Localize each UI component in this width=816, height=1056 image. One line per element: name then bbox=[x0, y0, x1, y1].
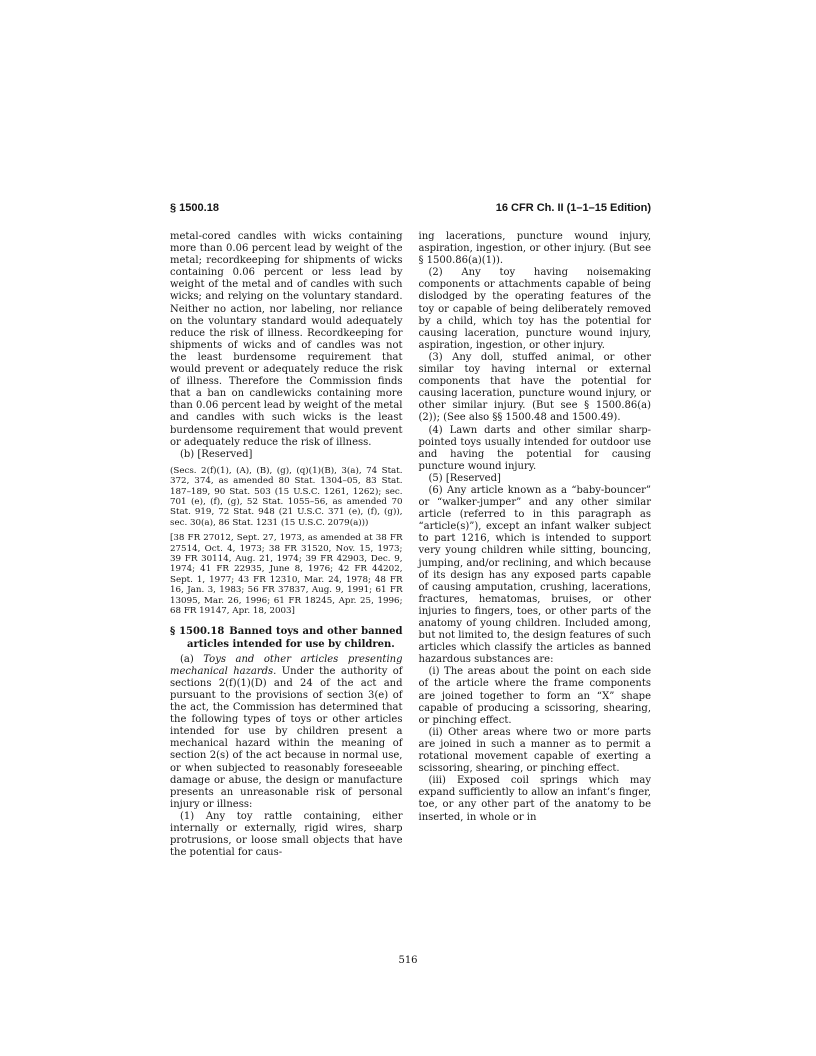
paragraph-b-reserved: (b) [Reserved] bbox=[180, 448, 253, 460]
paragraph-1: (1) Any toy rattle containing, either internally or externally, rigid wires, sharp protrusions, or loose small objects that have the potential for caus- bbox=[170, 810, 403, 859]
right-column bbox=[419, 231, 652, 859]
paragraph-a bbox=[170, 654, 403, 811]
paragraph-a-label: (a) bbox=[180, 653, 204, 665]
paragraph-2: (2) Any toy having noisemaking components or attachments capable of being dislodged by the operating features of the toy or capable of being deliberately removed by a child, which toy has the potential for causing laceration, puncture wound injury, aspiration, ingestion, or other injury. bbox=[418, 267, 651, 351]
paragraph-4: (4) Lawn darts and other similar sharp-pointed toys usually intended for outdoor use and having the potential for causing puncture wound injury. bbox=[418, 424, 651, 472]
paragraph-3: (3) Any doll, stuffed animal, or other similar toy having internal or external components that have the potential for causing laceration, puncture wound injury, or other similar injury. (But see § 1500.86(a)(2)); (See also §§ 1500.48 and 1500.49). bbox=[418, 351, 651, 424]
running-header bbox=[170, 202, 651, 215]
two-column-layout bbox=[170, 231, 651, 859]
source-citation: [38 FR 27012, Sept. 27, 1973, as amended at 38 FR 27514, Oct. 4, 1973; 38 FR 31520, Nov. 15, 1973; 39 FR 30114, Aug. 21, 1974; 39 FR 42903, Dec. 9, 1974; 41 FR 22935, June 8, 1976; 42 FR 44202, Sept. 1, 1977; 43 FR 12310, Mar. 24, 1978; 48 FR 16, Jan. 3, 1983; 56 FR 37837, Aug. 9, 1991; 61 FR 13095, Mar. 26, 1996; 61 FR 18245, Apr. 25, 1996; 68 FR 19147, Apr. 18, 2003] bbox=[170, 533, 403, 617]
section-heading: § 1500.18 Banned toys and other banned articles intended for use by children. bbox=[170, 626, 403, 650]
authority-citation: (Secs. 2(f)(1), (A), (B), (g), (q)(1)(B), 3(a), 74 Stat. 372, 374, as amended 80 Stat. 1304–05, 83 Stat. 187–189, 90 Stat. 503 (15 U.S.C. 1261, 1262); sec. 701 (e), (f), (g), 52 Stat. 1055–56, as amended 70 Stat. 919, 72 Stat. 948 (21 U.S.C. 371 (e), (f), (g)), sec. 30(a), 86 Stat. 1231 (15 U.S.C. 2079(a))) bbox=[170, 465, 403, 528]
paragraph-5-reserved: (5) [Reserved] bbox=[428, 472, 501, 484]
page-number: 516 bbox=[398, 955, 418, 966]
header-section-number: § 1500.18 bbox=[170, 202, 219, 214]
paragraph-1-continuation: ing lacerations, puncture wound injury, aspiration, ingestion, or other injury. (But see § 1500.86(a)(1)). bbox=[418, 231, 651, 267]
paragraph-continuation: metal-cored candles with wicks containing more than 0.06 percent lead by weight of the metal; recordkeeping for shipments of wicks containing 0.06 percent or less lead by weight of the metal and of candles with such wicks; and relying on the voluntary standard. Neither no action, nor labeling, nor reliance on the voluntary standard would adequately reduce the risk of illness. Recordkeeping for shipments of wicks and of candles was not the least burdensome requirement that would prevent or adequately reduce the risk of illness. Therefore the Commission finds that a ban on candlewicks containing more than 0.06 percent lead by weight of the metal and candles with such wicks is the least burdensome requirement that would prevent or adequately reduce the risk of illness. bbox=[170, 231, 403, 448]
paragraph-a-body: Under the authority of sections 2(f)(1)(D) and 24 of the act and pursuant to the provisions of section 3(e) of the act, the Commission has determined that the following types of toys or other articles intended for use by children present a mechanical hazard within the meaning of section 2(s) of the act because in normal use, or when subjected to reasonably foreseeable damage or abuse, the design or manufacture presents an unreasonable risk of personal injury or illness: bbox=[170, 665, 403, 810]
left-column bbox=[170, 231, 403, 859]
paragraph-iii: (iii) Exposed coil springs which may expand sufficiently to allow an infant’s finger, toe, or any other part of the anatomy to be inserted, in whole or in bbox=[418, 775, 651, 823]
paragraph-i: (i) The areas about the point on each side of the article where the frame components are joined together to form an “X” shape capable of producing a scissoring, shearing, or pinching effect. bbox=[418, 666, 651, 726]
header-edition-title: 16 CFR Ch. II (1–1–15 Edition) bbox=[495, 202, 651, 214]
paragraph-a-italic-lead: Toys and other articles presenting mechanical hazards. bbox=[170, 653, 403, 677]
paragraph-6: (6) Any article known as a “baby-bouncer” or “walker-jumper” and any other similar article (referred to in this paragraph as “article(s)”), except an infant walker subject to part 1216, which is intended to support very young children while sitting, bouncing, jumping, and/or reclining, and which because of its design has any exposed parts capable of causing amputation, crushing, lacerations, fractures, hematomas, bruises, or other injuries to fingers, toes, or other parts of the anatomy of young children. Included among, but not limited to, the design features of such articles which classify the articles as banned hazardous substances are: bbox=[418, 484, 651, 666]
text-block bbox=[170, 202, 651, 859]
paragraph-ii: (ii) Other areas where two or more parts are joined in such a manner as to permit a rotational movement capable of exerting a scissoring, shearing, or pinching effect. bbox=[418, 726, 651, 775]
